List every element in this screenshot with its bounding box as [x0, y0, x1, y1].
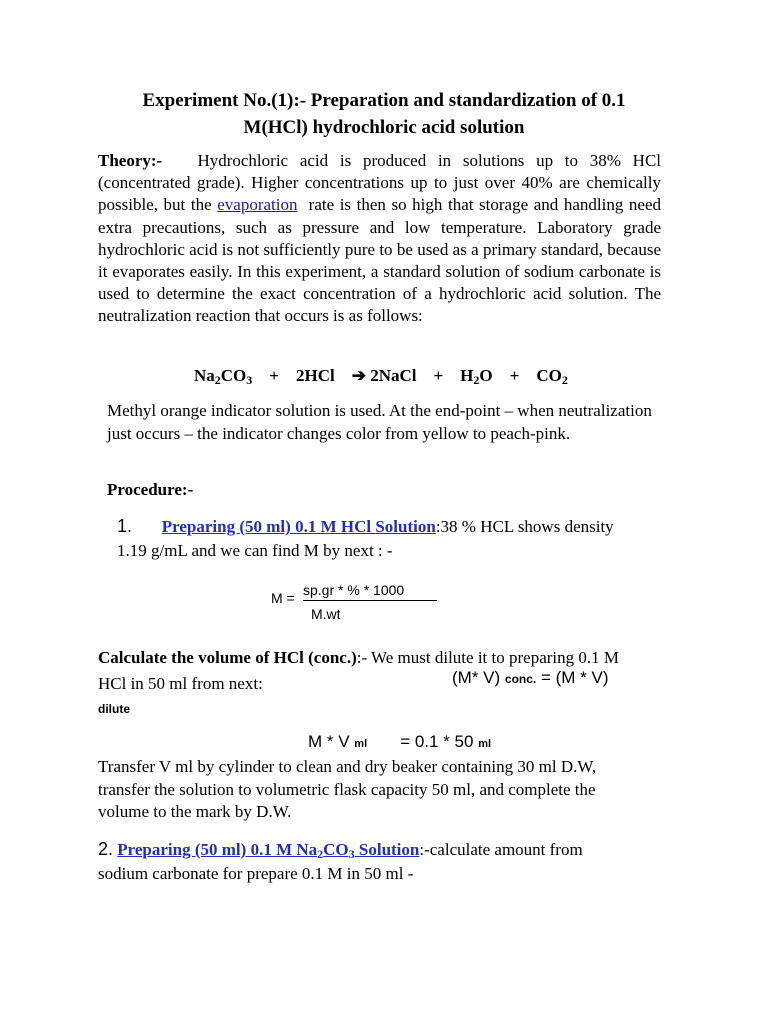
step-2-title-c: Solution	[354, 840, 420, 859]
step-1-text-2: 1.19 g/mL and we can find M by next : -	[117, 541, 393, 560]
eq-hcl: 2HCl	[295, 366, 335, 385]
step-1-title-link[interactable]: Preparing (50 ml) 0.1 M HCl Solution	[161, 517, 436, 536]
title-line-2: M(HCl) hydrochloric acid solution	[243, 117, 525, 138]
dilution-eq-conc: conc.	[504, 672, 537, 686]
eq-co: CO	[220, 366, 247, 385]
mv-left: M * V	[308, 732, 350, 751]
calc-heading: Calculate the volume of HCl (conc.)	[98, 648, 357, 667]
eq-plus-1: +	[269, 366, 279, 385]
procedure-heading: Procedure:-	[107, 480, 194, 499]
step-2-title-link[interactable]	[117, 840, 419, 859]
dilution-eq-right: = (M * V)	[540, 668, 609, 687]
mv-right: = 0.1 * 50	[400, 732, 474, 751]
reaction-equation	[194, 366, 568, 386]
title-line-1: Experiment No.(1):- Preparation and standardization of 0.1	[142, 90, 626, 111]
formula-denominator: M.wt	[311, 606, 341, 622]
fraction-bar	[303, 600, 437, 601]
step-2-text-2: sodium carbonate for prepare 0.1 M in 50 ml -	[98, 864, 414, 883]
step-2-title-sub-1: 2	[317, 847, 324, 861]
dilution-equation	[452, 668, 609, 688]
step-1-text-1: :38 % HCL shows density	[435, 517, 614, 536]
theory-paragraph	[98, 150, 661, 328]
eq-co-sub: 3	[246, 373, 253, 387]
eq-na-sub: 2	[214, 373, 221, 387]
transfer-paragraph: Transfer V ml by cylinder to clean and dry beaker containing 30 ml D.W, transfer the solution to volumetric flask capacity 50 ml, and complete the volume to the mark by D.W.	[98, 757, 597, 821]
mv-ml-1: ml	[354, 738, 368, 750]
step-1	[117, 514, 677, 563]
eq-arrow-icon: ➔	[351, 366, 366, 385]
step-2-text-1: :-calculate amount from	[419, 840, 583, 859]
formula-numerator: sp.gr * % * 1000	[303, 582, 405, 598]
theory-text-a: Hydrochloric acid is produced in solutions up to 38% HCl (concentrated grade). Higher concentrations up to just over 40% are chemically possible, but the	[98, 151, 662, 215]
eq-o: O	[479, 366, 493, 385]
calc-text-2: HCl in 50 ml from next:	[98, 674, 263, 693]
eq-co2: CO	[536, 366, 562, 385]
eq-nacl: 2NaCl	[370, 366, 417, 385]
step-2-title-a: Preparing (50 ml) 0.1 M Na	[117, 840, 318, 859]
mv-equation	[308, 732, 491, 752]
formula-lhs: M =	[271, 590, 295, 606]
step-2-title-sub-2: 3	[348, 847, 355, 861]
mv-ml-2: ml	[478, 738, 492, 750]
eq-plus-3: +	[509, 366, 520, 385]
eq-h-sub: 2	[473, 373, 480, 387]
step-1-number: 1.	[117, 516, 133, 536]
document-title	[60, 87, 708, 141]
eq-co2-sub: 2	[561, 373, 568, 387]
dilution-eq-left: (M* V)	[452, 668, 501, 687]
step-2-title-b: CO	[323, 840, 349, 859]
evaporation-link[interactable]: evaporation	[217, 195, 298, 215]
eq-plus-2: +	[433, 366, 444, 385]
indicator-paragraph: Methyl orange indicator solution is used. At the end-point – when neutralization just occurs – the indicator changes color from yellow to peach-pink.	[107, 401, 652, 443]
eq-na: Na	[194, 366, 215, 385]
eq-h: H	[460, 366, 474, 385]
dilute-label: dilute	[98, 702, 130, 716]
calc-text-1: :- We must dilute it to preparing 0.1 M	[356, 648, 619, 667]
step-2-number: 2.	[98, 839, 114, 859]
step-2	[98, 837, 678, 886]
theory-text-b: rate is then so high that storage and handling need extra precautions, such as pressure and low temperature. Laboratory grade hydrochloric acid is not sufficiently pure to be used as a primary standard, because it evaporates easily. In this experiment, a standard solution of sodium carbonate is used to determine the exact concentration of a hydrochloric acid solution. The neutralization reaction that occurs is as follows:	[98, 195, 662, 326]
theory-heading: Theory:-	[98, 151, 163, 170]
